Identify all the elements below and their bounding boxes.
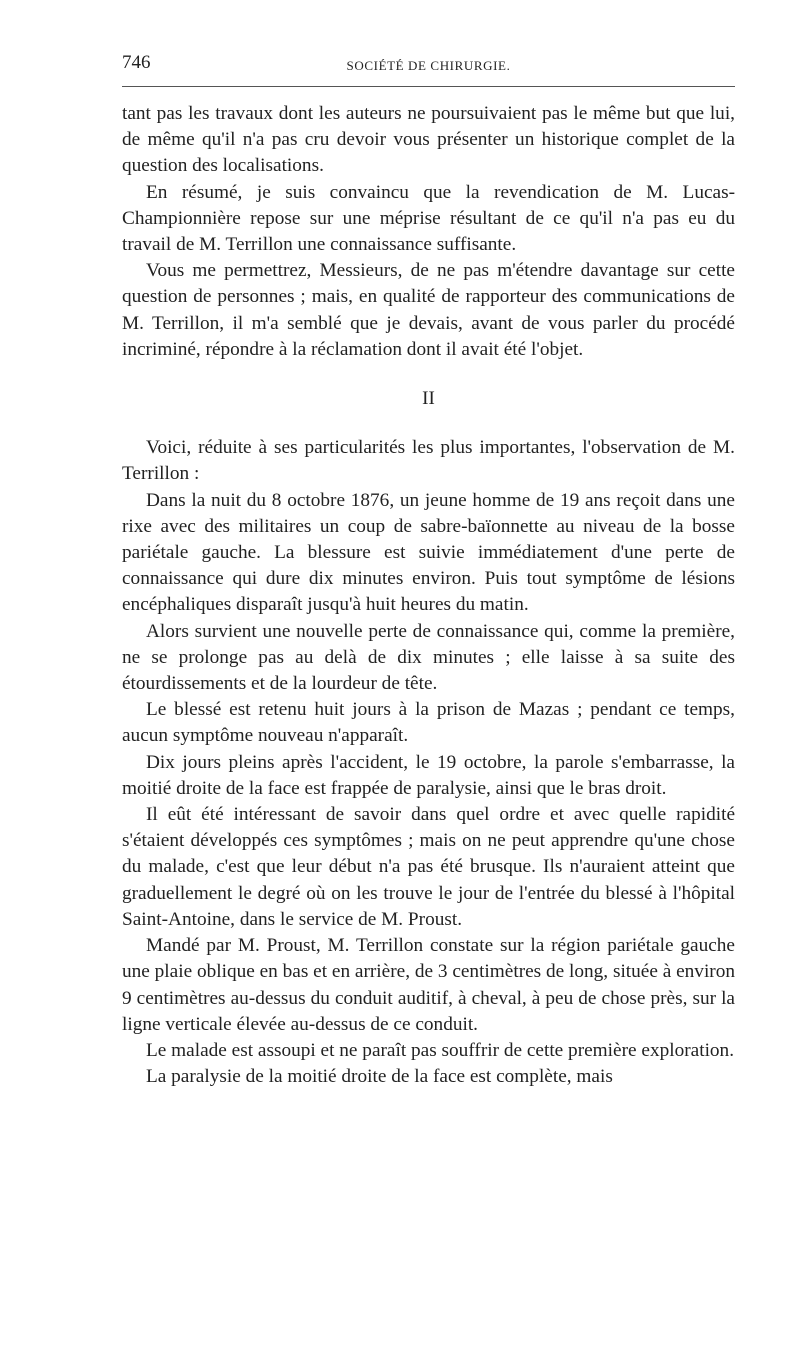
paragraph: tant pas les travaux dont les auteurs ne poursuivaient pas le même but que lui, de même qu'il n'a pas cru devoir vous présenter un historique complet de la question des localisations. bbox=[122, 103, 735, 177]
paragraph: Alors survient une nouvelle perte de connaissance qui, comme la première, ne se prolonge pas au delà de dix minutes ; elle laisse à sa suite des étourdissements et de la lourdeur de tête. bbox=[122, 620, 735, 695]
paragraph: Mandé par M. Proust, M. Terrillon constate sur la région pariétale gauche une plaie oblique en bas et en arrière, de 3 centimètres de long, située à environ 9 centimètres au-dessus du conduit auditif, à cheval, à peu de chose près, sur la ligne verticale élevée au-dessus de ce conduit. bbox=[122, 935, 736, 1035]
paragraph: Dix jours pleins après l'accident, le 19 octobre, la parole s'embarrasse, la moitié droite de la face est frappée de paralysie, ainsi que le bras droit. bbox=[122, 751, 735, 799]
paragraph: Vous me permettrez, Messieurs, de ne pas m'étendre davantage sur cette question de personnes ; mais, en qualité de rapporteur des communications de M. Terrillon, il m'a semblé que je devais, avant de vous parler du procédé incriminé, répondre à la réclamation dont il avait été l'objet. bbox=[122, 260, 735, 360]
book-page bbox=[122, 52, 735, 1090]
paragraph: Il eût été intéressant de savoir dans quel ordre et avec quelle rapidité s'étaient développés ces symptômes ; mais on ne peut apprendre qu'une chose du malade, c'est que leur début n'a pas été brusque. Ils n'auraient atteint que graduellement le degré où on les trouve le jour de l'entrée du blessé à l'hôpital Saint-Antoine, dans le service de M. Proust. bbox=[122, 804, 735, 930]
paragraph: Voici, réduite à ses particularités les plus importantes, l'observation de M. Terrillon : bbox=[122, 437, 735, 485]
paragraph: La paralysie de la moitié droite de la face est complète, mais bbox=[146, 1066, 613, 1088]
paragraph: En résumé, je suis convaincu que la revendication de M. Lucas-Championnière repose sur une méprise résultant de ce qu'il n'a pas eu du travail de M. Terrillon une connaissance suffisante. bbox=[122, 181, 735, 256]
paragraph: Le blessé est retenu huit jours à la prison de Mazas ; pendant ce temps, aucun symptôme nouveau n'apparaît. bbox=[122, 699, 735, 747]
body-text bbox=[122, 101, 735, 1090]
running-head bbox=[122, 52, 735, 87]
page-number: 746 bbox=[122, 52, 151, 73]
journal-title: SOCIÉTÉ DE CHIRURGIE. bbox=[346, 58, 511, 73]
section-heading: II bbox=[422, 388, 435, 410]
paragraph: Dans la nuit du 8 octobre 1876, un jeune homme de 19 ans reçoit dans une rixe avec des militaires un coup de sabre-baïonnette au niveau de la bosse pariétale gauche. La blessure est suivie immédiatement d'une perte de connaissance qui dure dix minutes environ. Puis tout symptôme de lésions encéphaliques disparaît jusqu'à huit heures du matin. bbox=[122, 489, 735, 616]
paragraph: Le malade est assoupi et ne paraît pas souffrir de cette première exploration. bbox=[146, 1039, 735, 1061]
